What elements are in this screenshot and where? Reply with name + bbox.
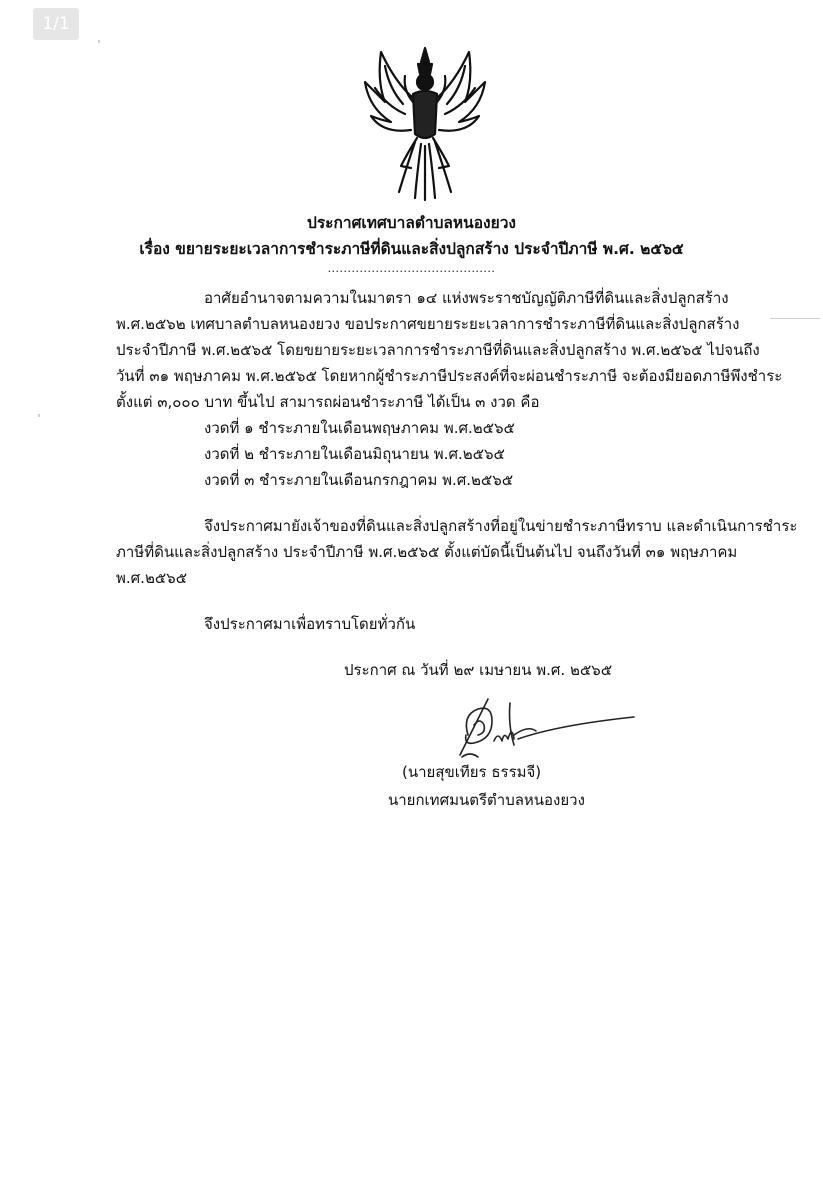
page-indicator: 1/1 <box>33 8 79 40</box>
installment-item: งวดที่ ๒ ชำระภายในเดือนมิถุนายน พ.ศ.๒๕๖๕ <box>204 445 505 463</box>
announcement-date: ประกาศ ณ วันที่ ๒๙ เมษายน พ.ศ. ๒๕๖๕ <box>344 661 613 679</box>
paragraph1-line: ตั้งแต่ ๓,๐๐๐ บาท ขึ้นไป สามารถผ่อนชำระภาษี ได้เป็น ๓ งวด คือ <box>116 393 540 411</box>
garuda-emblem-icon <box>355 42 495 202</box>
scan-mark <box>770 318 820 319</box>
title-separator: .......................................... <box>327 262 496 275</box>
signer-name: (นายสุขเทียร ธรรมจี) <box>402 763 542 781</box>
paragraph1-line: พ.ศ.๒๕๖๒ เทศบาลตำบลหนองยวง ขอประกาศขยายระยะเวลาการชำระภาษีที่ดินและสิ่งปลูกสร้าง <box>116 315 740 333</box>
paragraph1-line: ประจำปีภาษี พ.ศ.๒๕๖๕ โดยขยายระยะเวลาการชำระภาษีที่ดินและสิ่งปลูกสร้าง พ.ศ.๒๕๖๕ ไปจนถึง <box>116 341 760 359</box>
scan-mark <box>38 414 40 417</box>
paragraph2-line: พ.ศ.๒๕๖๕ <box>116 569 188 587</box>
installment-item: งวดที่ ๑ ชำระภายในเดือนพฤษภาคม พ.ศ.๒๕๖๕ <box>204 419 515 437</box>
announcement-title: ประกาศเทศบาลตำบลหนองยวง <box>307 214 516 232</box>
paragraph1-line: อาศัยอำนาจตามความในมาตรา ๑๔ แห่งพระราชบัญญัติภาษีที่ดินและสิ่งปลูกสร้าง <box>204 289 729 307</box>
paragraph1-line: วันที่ ๓๑ พฤษภาคม พ.ศ.๒๕๖๕ โดยหากผู้ชำระภาษีประสงค์ที่จะผ่อนชำระภาษี จะต้องมียอดภาษีพึงชำระ <box>116 367 783 385</box>
closing-statement: จึงประกาศมาเพื่อทราบโดยทั่วกัน <box>204 615 416 633</box>
installment-item: งวดที่ ๓ ชำระภายในเดือนกรกฎาคม พ.ศ.๒๕๖๕ <box>204 471 514 489</box>
paragraph2-line: จึงประกาศมายังเจ้าของที่ดินและสิ่งปลูกสร้างที่อยู่ในข่ายชำระภาษีทราบ และดำเนินการชำระ <box>204 517 798 535</box>
handwritten-signature-icon <box>448 695 638 765</box>
announcement-subject: เรื่อง ขยายระยะเวลาการชำระภาษีที่ดินและสิ่งปลูกสร้าง ประจำปีภาษี พ.ศ. ๒๕๖๕ <box>139 240 684 258</box>
paragraph2-line: ภาษีที่ดินและสิ่งปลูกสร้าง ประจำปีภาษี พ.ศ.๒๕๖๕ ตั้งแต่บัดนี้เป็นต้นไป จนถึงวันที่ ๓๑ พฤษภาคม <box>116 543 738 561</box>
scan-mark <box>98 40 100 43</box>
signer-position: นายกเทศมนตรีตำบลหนองยวง <box>388 791 585 809</box>
